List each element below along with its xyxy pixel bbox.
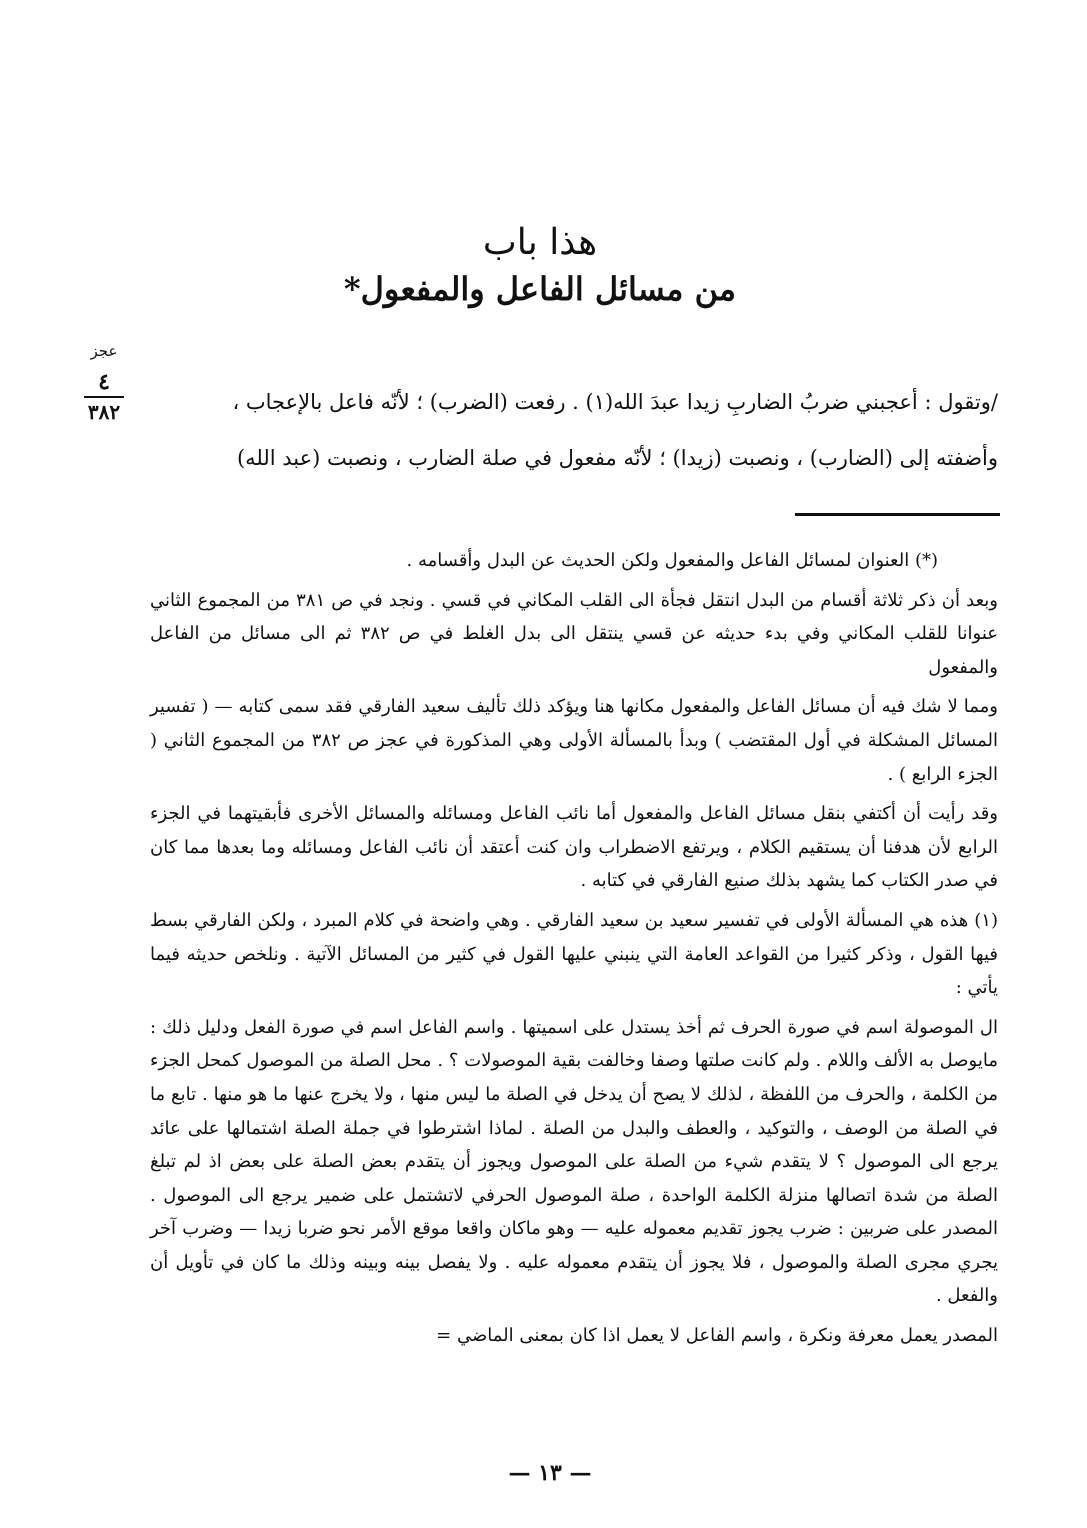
footnote-paragraph: المصدر يعمل معرفة ونكرة ، واسم الفاعل لا يعمل اذا كان بمعنى الماضي =: [436, 1325, 998, 1347]
chapter-title: هذا باب: [482, 222, 598, 263]
main-text-line: /وتقول : أعجبني ضربُ الضاربِ زيدا عبدَ الله(١) . رفعت (الضرب) ؛ لأنّه فاعل بالإعجاب ،: [232, 390, 998, 414]
margin-note-part: ٤: [98, 369, 110, 395]
chapter-subtitle: من مسائل الفاعل والمفعول*: [343, 270, 737, 308]
page-number: — ١٣ —: [508, 1460, 592, 1486]
main-text-line: وأضفته إلى (الضارب) ، ونصبت (زيدا) ؛ لأنّه مفعول في صلة الضارب ، ونصبت (عبد الله): [236, 446, 998, 470]
footnote-paragraph: وقد رأيت أن أكتفي بنقل مسائل الفاعل والمفعول أما نائب الفاعل ومسائله والمسائل الأخرى فأبقيتهما في الجزء الرابع لأن هدفنا أن يستقيم الكلام ، ويرتفع الاضطراب وان كنت أعتقد أن نائب الفاعل ومسائله وما بعدها مما كان في صدر الكتاب كما يشهد بذلك صنيع الفارقي في كتابه .: [150, 803, 998, 892]
footnote-intro: (*) العنوان لمسائل الفاعل والمفعول ولكن الحديث عن البدل وأقسامه .: [406, 550, 938, 571]
footnote-separator: [795, 513, 1000, 516]
footnote-paragraph: (١) هذه هي المسألة الأولى في تفسير سعيد بن سعيد الفارقي . وهي واضحة في كلام المبرد ، ولكن الفارقي بسط فيها القول ، وذكر كثيرا من القواعد العامة التي ينبني عليها القول في كثير من المسائل الآتية . ونلخص حديثه فيما يأتي :: [150, 909, 998, 999]
footnote-paragraph: ومما لا شك فيه أن مسائل الفاعل والمفعول مكانها هنا ويؤكد ذلك تأليف سعيد الفارقي فقد سمى كتابه — ( تفسير المسائل المشكلة في أول المقتضب ) وبدأ بالمسألة الأولى وهي المذكورة في عجز ص ٣٨٢ من المجموع الثاني ( الجزء الرابع ) .: [150, 696, 999, 785]
main-text: [150, 374, 998, 486]
margin-note-label: عجز: [90, 342, 118, 360]
footnote-paragraph: ال الموصولة اسم في صورة الحرف ثم أخذ يستدل على اسميتها . واسم الفاعل اسم في صورة الفعل ودليل ذلك : مايوصل به الألف واللام . ولم كانت صلتها وصفا وخالفت بقية الموصولات ؟ . محل الصلة من الموصول كمحل الجزء من الكلمة ، والحرف من اللفظة ، لذلك لا يصح أن يدخل في الصلة ما ليس منها ، ولا يخرج عنها ما هو منها . تابع ما في الصلة من الوصف ، والتوكيد ، والعطف والبدل من الصلة . لماذا اشترطوا في جملة الصلة اشتمالها على عائد يرجع الى الموصول ؟ لا يتقدم شيء من الصلة على الموصول ويجوز أن يتقدم بعض الصلة على بعض اذ لم تبلغ الصلة من شدة اتصالها منزلة الكلمة الواحدة ، صلة الموصول الحرفي لاتشتمل على ضمير يرجع الى الموصول . المصدر على ضربين : ضرب يجوز تقديم معموله عليه — وهو ماكان واقعا موقع الأمر نحو ضربا زيدا — وضرب آخر يجري مجرى الصلة والموصول ، فلا يجوز أن يتقدم معموله عليه . ولا يفصل بينه وبينه وذلك ما كان في تأويل أن والفعل .: [150, 1016, 998, 1307]
margin-note: [74, 342, 134, 424]
margin-note-rule: [84, 396, 124, 398]
footnote-paragraph: وبعد أن ذكر ثلاثة أقسام من البدل انتقل فجأة الى القلب المكاني في قسي . ونجد في ص ٣٨١ من المجموع الثاني عنوانا للقلب المكاني وفي بدء حديثه عن قسي ينتقل الى بدل الغلط في ص ٣٨٢ ثم الى مسائل من الفاعل والمفعول: [150, 589, 998, 678]
margin-note-page: ٣٨٢: [87, 400, 121, 424]
footnotes: [150, 544, 998, 1353]
